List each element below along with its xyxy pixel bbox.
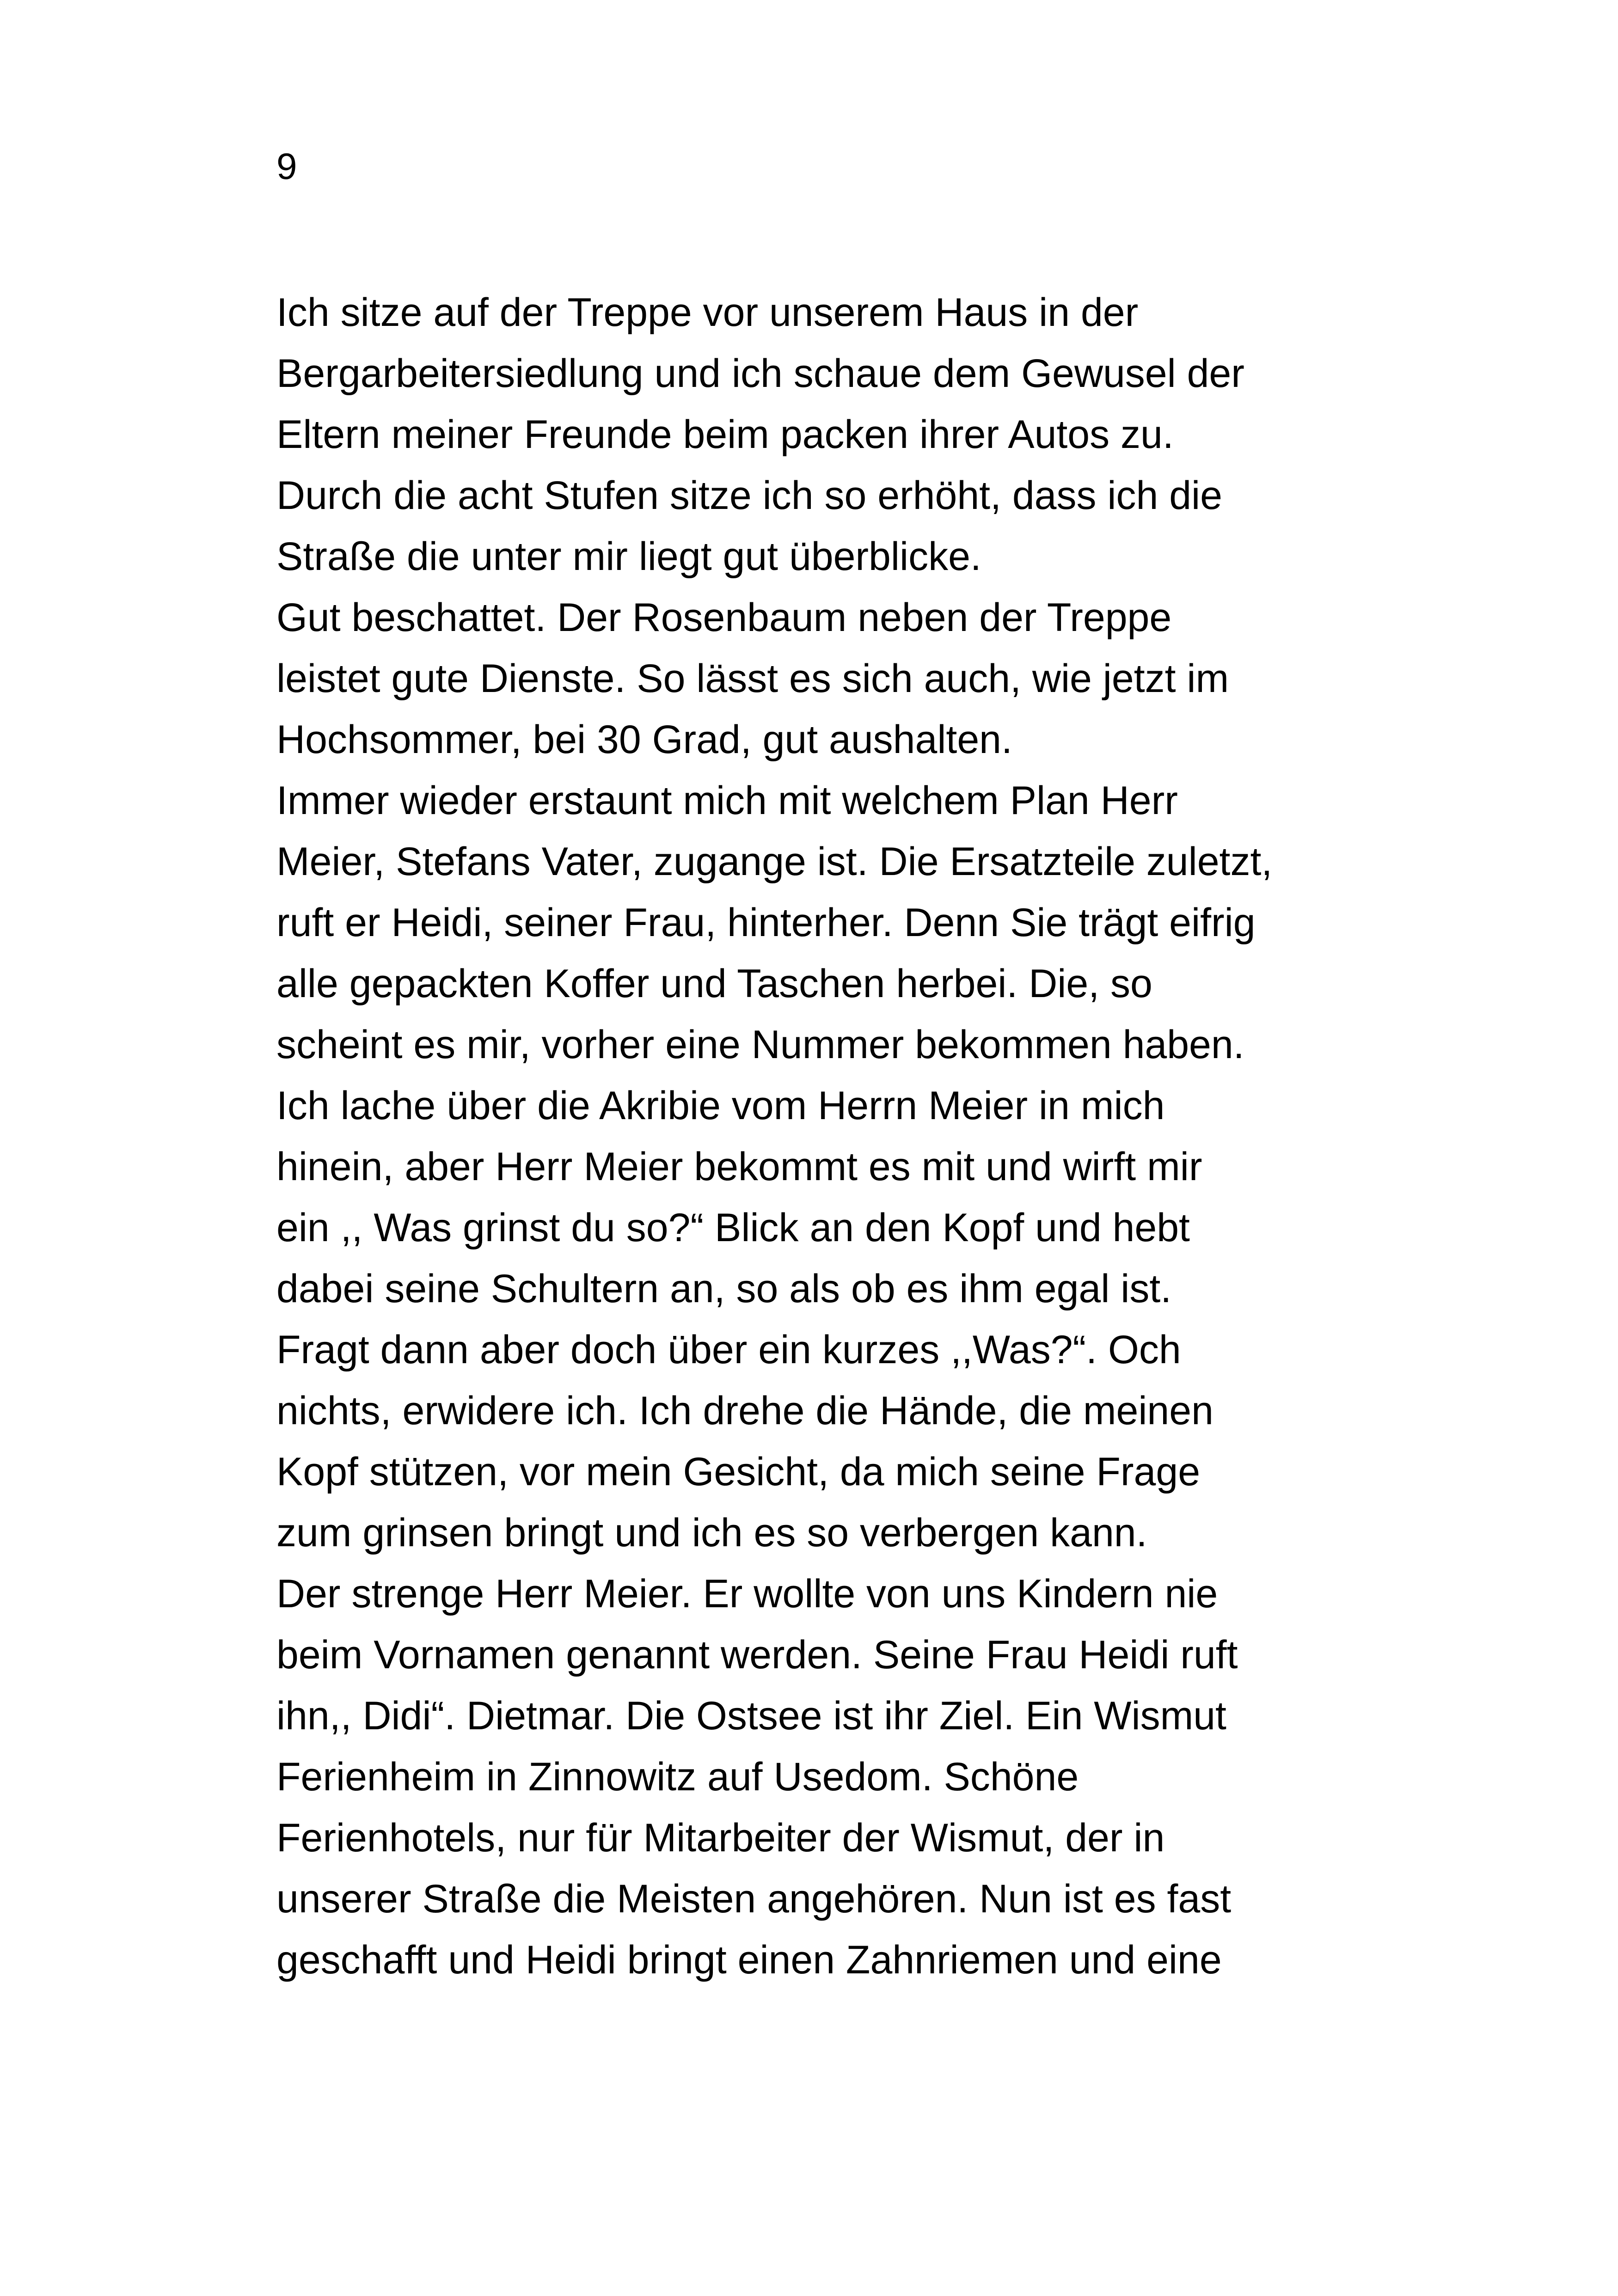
text-line: Immer wieder erstaunt mich mit welchem Plan Herr bbox=[276, 778, 1178, 823]
text-line: beim Vornamen genannt werden. Seine Frau Heidi ruft bbox=[276, 1633, 1238, 1677]
text-line: Fragt dann aber doch über ein kurzes ,,Was?“. Och bbox=[276, 1328, 1181, 1372]
text-line: ihn,, Didi“. Dietmar. Die Ostsee ist ihr Ziel. Ein Wismut bbox=[276, 1694, 1226, 1738]
text-line: hinein, aber Herr Meier bekommt es mit und wirft mir bbox=[276, 1145, 1202, 1189]
text-line: ruft er Heidi, seiner Frau, hinterher. Denn Sie trägt eifrig bbox=[276, 900, 1256, 945]
text-line: Ferienhotels, nur für Mitarbeiter der Wismut, der in bbox=[276, 1816, 1165, 1860]
text-line: Kopf stützen, vor mein Gesicht, da mich seine Frage bbox=[276, 1450, 1201, 1494]
text-line: Straße die unter mir liegt gut überblicke. bbox=[276, 534, 981, 579]
text-line: Ich lache über die Akribie vom Herrn Meier in mich bbox=[276, 1084, 1165, 1128]
text-line: Meier, Stefans Vater, zugange ist. Die Ersatzteile zuletzt, bbox=[276, 839, 1273, 884]
text-line: dabei seine Schultern an, so als ob es ihm egal ist. bbox=[276, 1267, 1172, 1311]
text-line: zum grinsen bringt und ich es so verbergen kann. bbox=[276, 1511, 1147, 1555]
text-line: leistet gute Dienste. So lässt es sich auch, wie jetzt im bbox=[276, 656, 1229, 701]
text-line: ein ,, Was grinst du so?“ Blick an den Kopf und hebt bbox=[276, 1206, 1190, 1250]
text-line: nichts, erwidere ich. Ich drehe die Hände, die meinen bbox=[276, 1389, 1214, 1433]
text-line: Ferienheim in Zinnowitz auf Usedom. Schöne bbox=[276, 1755, 1079, 1799]
text-line: Gut beschattet. Der Rosenbaum neben der Treppe bbox=[276, 595, 1172, 640]
text-line: Hochsommer, bei 30 Grad, gut aushalten. bbox=[276, 717, 1012, 762]
text-line: Der strenge Herr Meier. Er wollte von uns Kindern nie bbox=[276, 1572, 1218, 1616]
text-line: Eltern meiner Freunde beim packen ihrer Autos zu. bbox=[276, 412, 1174, 457]
text-line: Ich sitze auf der Treppe vor unserem Haus in der bbox=[276, 290, 1139, 335]
page-number: 9 bbox=[276, 146, 297, 187]
body-text bbox=[276, 282, 1363, 1990]
text-line: Bergarbeitersiedlung und ich schaue dem Gewusel der bbox=[276, 351, 1244, 396]
text-line: unserer Straße die Meisten angehören. Nun ist es fast bbox=[276, 1877, 1232, 1921]
text-line: alle gepackten Koffer und Taschen herbei. Die, so bbox=[276, 961, 1152, 1006]
text-line: Durch die acht Stufen sitze ich so erhöht, dass ich die bbox=[276, 473, 1222, 518]
text-line: geschafft und Heidi bringt einen Zahnriemen und eine bbox=[276, 1938, 1222, 1982]
text-line: scheint es mir, vorher eine Nummer bekommen haben. bbox=[276, 1022, 1244, 1067]
